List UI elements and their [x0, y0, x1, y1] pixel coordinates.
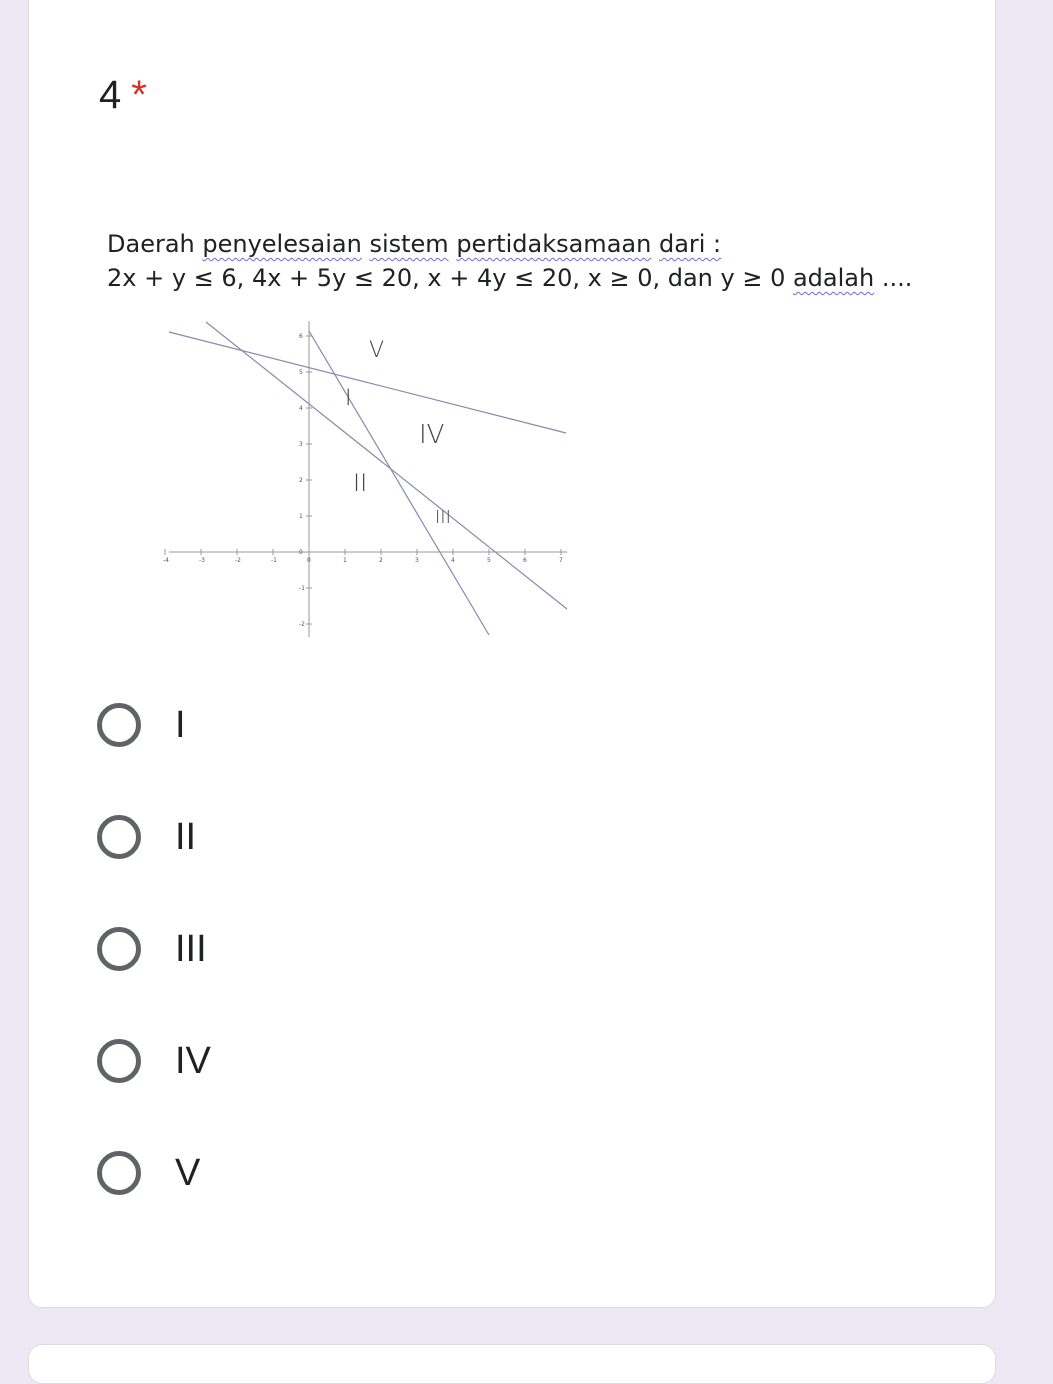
axes — [169, 321, 567, 637]
y-tick-label: 5 — [299, 369, 303, 376]
option-label: III — [175, 927, 207, 970]
radio-button[interactable] — [97, 703, 141, 747]
y-tick-label: -1 — [299, 585, 305, 592]
y-tick-label: 3 — [299, 441, 303, 448]
y-tick-label: -2 — [299, 621, 305, 628]
radio-button[interactable] — [97, 1151, 141, 1195]
spellcheck-word: dari : — [658, 230, 722, 258]
option-iii[interactable] — [97, 921, 207, 977]
text-segment: Daerah — [107, 230, 203, 258]
x-tick-label: 5 — [487, 557, 491, 564]
line-4x-plus-5y — [206, 322, 567, 609]
x-tick-label: 7 — [559, 557, 563, 564]
next-question-card — [28, 1344, 996, 1384]
text-segment: 2x + y ≤ 6, 4x + 5y ≤ 20, x + 4y ≤ 20, x ≥ 0, dan y ≥ 0 — [107, 264, 793, 292]
region-label-iv: IV — [419, 420, 445, 450]
constraint-lines — [169, 322, 567, 635]
x-tick-label: 2 — [379, 557, 383, 564]
spellcheck-word: adalah — [792, 264, 875, 292]
x-tick-label: 1 — [343, 557, 347, 564]
option-label: V — [175, 1151, 201, 1194]
spellcheck-word: sistem — [369, 230, 449, 258]
x-tick-label: -1 — [271, 557, 277, 564]
question-card — [28, 0, 996, 1308]
text-segment — [651, 230, 659, 258]
x-tick-label: -3 — [199, 557, 205, 564]
x-tick-label: 3 — [415, 557, 419, 564]
y-tick-label: 2 — [299, 477, 303, 484]
region-label-v: V — [369, 338, 385, 363]
question-text-line-1 — [107, 227, 912, 261]
region-label-ii: II — [353, 469, 368, 497]
x-tick-label: 0 — [307, 557, 311, 564]
region-label-iii: III — [435, 507, 451, 528]
question-number-value: 4 — [99, 73, 122, 117]
region-label-i: I — [345, 386, 352, 411]
spellcheck-word: pertidaksamaan — [456, 230, 652, 258]
option-iv[interactable] — [97, 1033, 211, 1089]
radio-button[interactable] — [97, 927, 141, 971]
radio-button[interactable] — [97, 1039, 141, 1083]
question-number — [99, 75, 147, 115]
x-tick-label: 6 — [523, 557, 527, 564]
y-tick-label: 6 — [299, 333, 303, 340]
x-tick-label: -4 — [163, 557, 169, 564]
y-tick-label: 1 — [299, 513, 303, 520]
option-label: II — [175, 815, 197, 858]
y-tick-label: 4 — [299, 405, 303, 412]
graph-figure — [163, 319, 609, 649]
required-asterisk: * — [131, 73, 147, 117]
text-segment: .... — [874, 264, 913, 292]
radio-button[interactable] — [97, 815, 141, 859]
option-label: IV — [175, 1039, 211, 1082]
question-text-line-2 — [107, 261, 912, 295]
line-x-plus-4y — [169, 332, 566, 433]
option-ii[interactable] — [97, 809, 196, 865]
y-tick-label: 0 — [299, 549, 303, 556]
option-i[interactable] — [97, 697, 186, 753]
question-text — [107, 227, 912, 295]
x-tick-label: 4 — [451, 557, 455, 564]
line-2x-plus-y — [309, 331, 489, 635]
option-v[interactable] — [97, 1145, 200, 1201]
option-label: I — [175, 703, 186, 746]
spellcheck-word: penyelesaian — [202, 230, 362, 258]
x-tick-label: -2 — [235, 557, 241, 564]
